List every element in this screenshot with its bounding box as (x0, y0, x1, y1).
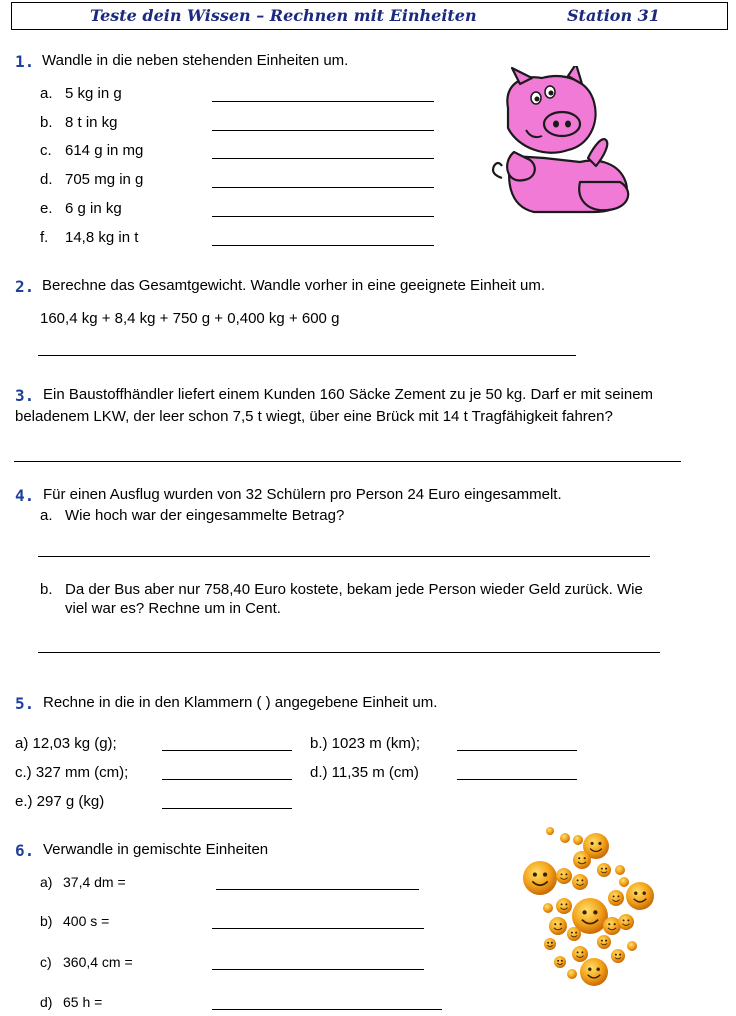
answer-line[interactable] (216, 889, 419, 890)
station-label: Station 31 (567, 6, 660, 25)
q1-item-text: 6 g in kg (65, 200, 122, 217)
q4-b-letter: b. (40, 581, 53, 598)
q4-b-text-line-1: Da der Bus aber nur 758,40 Euro kostete, bekam jede Person wieder Geld zurück. Wie (65, 581, 643, 598)
q1-item-letter: f. (40, 229, 49, 246)
q5-item-e: e.) 297 g (kg) (15, 793, 105, 810)
smiley-face-icon (567, 969, 577, 979)
q5-item-d: d.) 11,35 m (cm) (310, 764, 419, 781)
answer-line[interactable] (212, 130, 434, 131)
q6-item-text: 360,4 cm = (63, 954, 133, 970)
q6-item-letter: c) (40, 954, 52, 970)
smiley-face-icon (618, 914, 634, 930)
question-6-text: Verwandle in gemischte Einheiten (43, 841, 269, 858)
answer-line[interactable] (212, 245, 434, 246)
smiley-face-icon (546, 827, 554, 835)
smiley-face-icon (556, 868, 572, 884)
answer-line[interactable] (457, 779, 577, 780)
answer-line[interactable] (457, 750, 577, 751)
q6-item-text: 65 h = (63, 994, 103, 1010)
smiley-cluster-illustration (520, 826, 660, 986)
answer-line[interactable] (212, 187, 434, 188)
question-3-text-line-2: beladenem LKW, der leer schon 7,5 t wiegt, über eine Brück mit 14 t Tragfähigkeit fahren? (15, 408, 613, 425)
answer-line[interactable] (212, 928, 424, 929)
q1-item-text: 14,8 kg in t (65, 229, 139, 246)
q1-item-letter: b. (40, 114, 53, 131)
smiley-face-icon (523, 861, 557, 895)
q5-item-c: c.) 327 mm (cm); (15, 764, 129, 781)
smiley-face-icon (619, 877, 629, 887)
worksheet-header (11, 2, 728, 30)
answer-line[interactable] (212, 969, 424, 970)
answer-line[interactable] (162, 750, 292, 751)
smiley-face-icon (611, 949, 625, 963)
smiley-face-icon (560, 833, 570, 843)
q4-a-letter: a. (40, 507, 53, 524)
answer-line[interactable] (162, 779, 292, 780)
answer-line[interactable] (14, 461, 681, 462)
smiley-face-icon (580, 958, 608, 986)
smiley-face-icon (567, 927, 581, 941)
pig-illustration (484, 66, 636, 218)
answer-line[interactable] (38, 556, 650, 557)
smiley-face-icon (544, 938, 556, 950)
q6-item-letter: d) (40, 994, 53, 1010)
answer-line[interactable] (212, 1009, 442, 1010)
q4-b-text-line-2: viel war es? Rechne um in Cent. (65, 600, 281, 617)
q6-item-text: 400 s = (63, 913, 110, 929)
smiley-face-icon (597, 935, 611, 949)
question-4-number: 4. (15, 486, 35, 505)
answer-line[interactable] (162, 808, 292, 809)
q4-a-text: Wie hoch war der eingesammelte Betrag? (65, 507, 345, 524)
q5-item-a: a) 12,03 kg (g); (15, 735, 117, 752)
answer-line[interactable] (38, 355, 576, 356)
question-2-text: Berechne das Gesamtgewicht. Wandle vorher in eine geeignete Einheit um. (42, 277, 546, 294)
q1-item-letter: c. (40, 142, 52, 159)
smiley-face-icon (554, 956, 566, 968)
worksheet-title: Teste dein Wissen – Rechnen mit Einheiten (90, 6, 477, 25)
smiley-face-icon (543, 903, 553, 913)
smiley-face-icon (573, 851, 591, 869)
smiley-face-icon (603, 917, 621, 935)
q5-item-b: b.) 1023 m (km); (310, 735, 421, 752)
smiley-face-icon (627, 941, 637, 951)
q1-item-text: 8 t in kg (65, 114, 118, 131)
question-5-number: 5. (15, 694, 35, 713)
smiley-face-icon (626, 882, 654, 910)
q1-item-text: 614 g in mg (65, 142, 144, 159)
smiley-face-icon (615, 865, 625, 875)
q6-item-letter: a) (40, 874, 53, 890)
smiley-face-icon (572, 946, 588, 962)
q1-item-text: 705 mg in g (65, 171, 144, 188)
question-6-number: 6. (15, 841, 35, 860)
question-4-text: Für einen Ausflug wurden von 32 Schülern pro Person 24 Euro eingesammelt. (43, 486, 562, 503)
answer-line[interactable] (212, 158, 434, 159)
answer-line[interactable] (38, 652, 660, 653)
smiley-face-icon (573, 835, 583, 845)
smiley-face-icon (572, 874, 588, 890)
question-1-number: 1. (15, 52, 35, 71)
smiley-face-icon (549, 917, 567, 935)
q1-item-text: 5 kg in g (65, 85, 122, 102)
q1-item-letter: a. (40, 85, 53, 102)
q1-item-letter: d. (40, 171, 53, 188)
question-2-expression: 160,4 kg + 8,4 kg + 750 g + 0,400 kg + 600 g (40, 310, 340, 327)
q6-item-text: 37,4 dm = (63, 874, 126, 890)
smiley-face-icon (556, 898, 572, 914)
question-5-text: Rechne in die in den Klammern ( ) angegebene Einheit um. (43, 694, 438, 711)
answer-line[interactable] (212, 101, 434, 102)
answer-line[interactable] (212, 216, 434, 217)
q1-item-letter: e. (40, 200, 53, 217)
smiley-face-icon (608, 890, 624, 906)
question-3-number: 3. (15, 386, 35, 405)
question-2-number: 2. (15, 277, 35, 296)
smiley-face-icon (597, 863, 611, 877)
question-1-text: Wandle in die neben stehenden Einheiten um. (42, 52, 349, 69)
q6-item-letter: b) (40, 913, 53, 929)
question-3-text-line-1: Ein Baustoffhändler liefert einem Kunden 160 Säcke Zement zu je 50 kg. Darf er mit seinem (43, 386, 654, 403)
